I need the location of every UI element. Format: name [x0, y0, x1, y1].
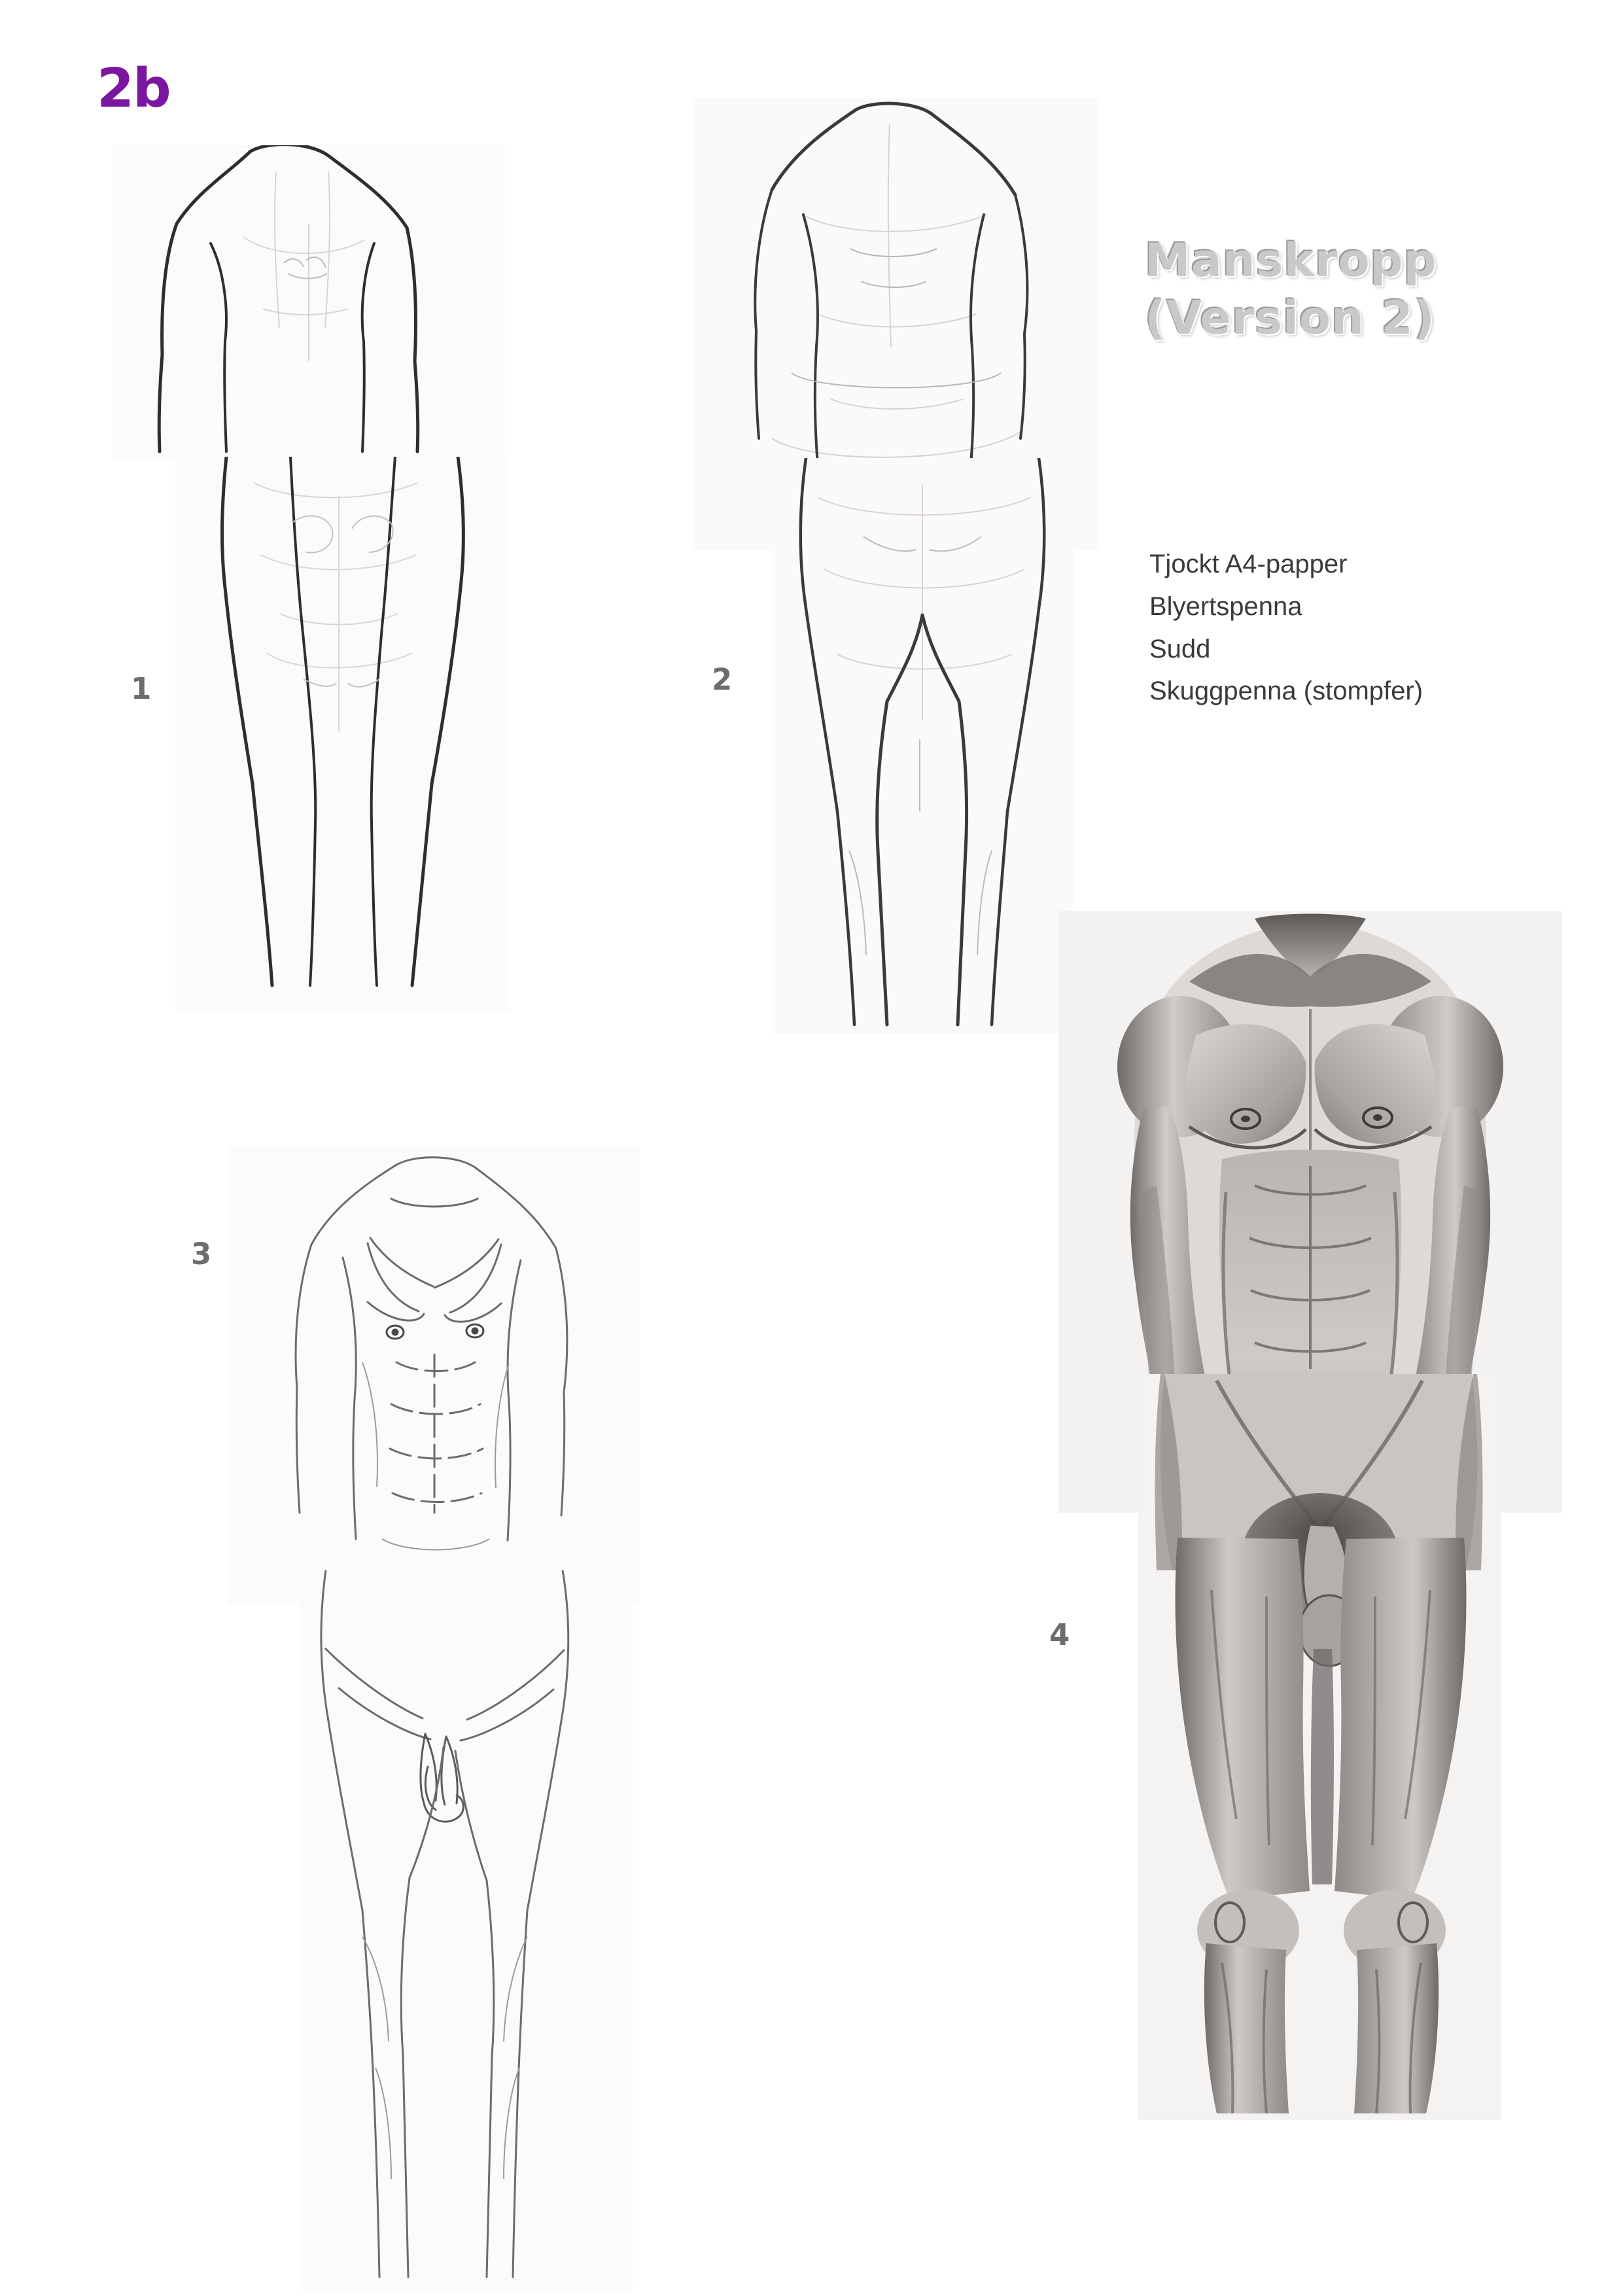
step-number-3: 3	[191, 1237, 212, 1271]
drawing-step-3-upper	[228, 1146, 640, 1604]
page-label: 2b	[97, 58, 170, 120]
materials-item-paper: Tjockt A4-papper	[1149, 550, 1348, 578]
sketch-torso-anatomy	[228, 1146, 640, 1604]
drawing-step-1-upper	[113, 145, 505, 459]
step-number-4: 4	[1049, 1617, 1070, 1652]
materials-item-pencil: Blyertspenna	[1149, 592, 1302, 621]
drawing-step-3-lower	[300, 1570, 633, 2290]
materials-list	[1149, 543, 1423, 713]
drawing-step-2-lower	[772, 458, 1073, 1034]
page-title-line-1: Manskropp	[1145, 234, 1437, 287]
sketch-legs-anatomy	[300, 1570, 633, 2290]
materials-item-blender: Skuggpenna (stompfer)	[1149, 677, 1423, 706]
sketch-legs-outline-top	[175, 457, 509, 1012]
page-title-line-2: (Version 2)	[1145, 291, 1435, 345]
drawing-step-1-lower	[175, 457, 509, 1012]
page-title	[1145, 232, 1577, 347]
sketch-torso-outline-top	[113, 145, 505, 459]
drawing-step-4-lower	[1138, 1374, 1501, 2120]
sketch-legs-shaded	[1138, 1374, 1501, 2120]
step-number-1: 1	[131, 671, 152, 706]
sketch-legs-outline-refined	[772, 458, 1073, 1034]
materials-item-eraser: Sudd	[1149, 634, 1211, 663]
step-number-2: 2	[712, 662, 733, 697]
